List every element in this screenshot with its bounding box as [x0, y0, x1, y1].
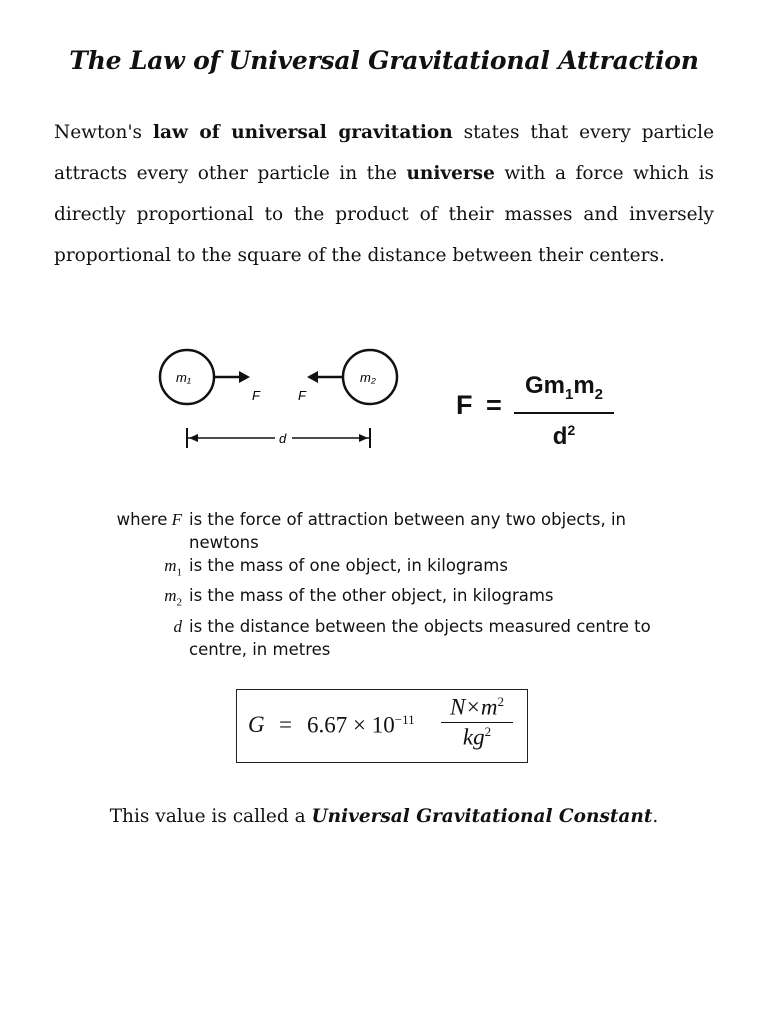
formula-lhs: F: [456, 390, 473, 420]
formula-num-gm: Gm: [524, 372, 565, 399]
definition-symbol-m1: m: [164, 556, 177, 575]
definition-text: is the mass of the other object, in kilograms: [189, 586, 554, 606]
constant-mantissa: 6.67 × 10: [307, 712, 395, 738]
definition-subscript: 2: [176, 596, 182, 609]
formula-den-d: d: [552, 422, 568, 450]
constant-value: [307, 712, 415, 739]
definition-symbol: [100, 508, 189, 554]
definition-row: [100, 584, 680, 614]
where-label: where: [116, 510, 168, 529]
force-label-left: F: [252, 388, 260, 403]
formula-fraction: [514, 370, 614, 451]
constant-unit-denominator: [437, 724, 517, 751]
definition-symbol-m2: m: [164, 586, 177, 606]
formula-num-sub2: 2: [594, 385, 604, 403]
formula-numerator: [514, 370, 614, 411]
constant-box: [236, 689, 528, 763]
formula-denominator: [514, 416, 614, 451]
definitions-list: [100, 508, 680, 661]
unit-num-exp: 2: [497, 694, 504, 709]
definition-row: [100, 554, 680, 584]
formula-equals: =: [486, 390, 502, 420]
unit-den-exp: 2: [484, 723, 492, 739]
unit-den-text: kg: [462, 724, 485, 750]
definition-symbol-d: d: [173, 616, 182, 636]
intro-paragraph: [54, 112, 714, 276]
formula-den-exp: 2: [567, 421, 576, 438]
distance-arrowhead-right: [359, 434, 368, 442]
definition-row: [100, 615, 680, 661]
formula-fraction-bar: [514, 412, 614, 414]
two-masses-diagram: [150, 340, 410, 455]
distance-label: d: [279, 431, 287, 446]
para-text-2: states that every particle attracts every other particle in the: [54, 122, 715, 184]
mass-2-label: m₂: [360, 370, 376, 385]
constant-symbol: G: [248, 712, 265, 737]
definition-row: [100, 508, 680, 554]
definition-text: is the distance between the objects measured centre to centre, in metres: [189, 616, 651, 659]
definition-symbol: [100, 584, 189, 614]
constant-unit-bar: [441, 722, 513, 723]
closing-bold-term: Universal Gravitational Constant: [311, 806, 653, 827]
definition-subscript: 1: [176, 566, 182, 579]
para-text-3: with a force which is directly proportional to the product of their masses and inversely proportional to the square of the distance between their centers.: [54, 163, 715, 266]
para-text-1: Newton's: [54, 122, 153, 143]
formula-num-m: m: [573, 372, 595, 399]
force-arrowhead-right: [307, 371, 318, 383]
gravitation-formula: [456, 370, 626, 450]
para-bold-law: law of universal gravitation: [152, 122, 453, 143]
formula-num-sub1: 1: [564, 385, 574, 403]
constant-exponent: −11: [394, 712, 415, 727]
page-title: The Law of Universal Gravitational Attraction: [69, 46, 699, 75]
force-label-right: F: [298, 388, 306, 403]
para-bold-universe: universe: [406, 163, 495, 184]
constant-unit-numerator: [437, 694, 517, 721]
closing-sentence: [0, 806, 768, 827]
definition-symbol-f: F: [171, 510, 182, 529]
mass-1-label: m₁: [176, 370, 191, 385]
constant-unit-fraction: [437, 694, 517, 750]
definition-text: is the mass of one object, in kilograms: [189, 556, 508, 575]
distance-arrowhead-left: [189, 434, 198, 442]
unit-num-text: N×m: [450, 694, 498, 720]
definition-text: is the force of attraction between any two objects, in newtons: [189, 510, 627, 552]
closing-suffix: .: [652, 806, 659, 827]
closing-prefix: This value is called a: [109, 806, 312, 827]
constant-equals: =: [279, 712, 292, 737]
force-arrowhead-left: [239, 371, 250, 383]
definition-symbol: [100, 554, 189, 584]
definition-symbol: [100, 615, 189, 661]
